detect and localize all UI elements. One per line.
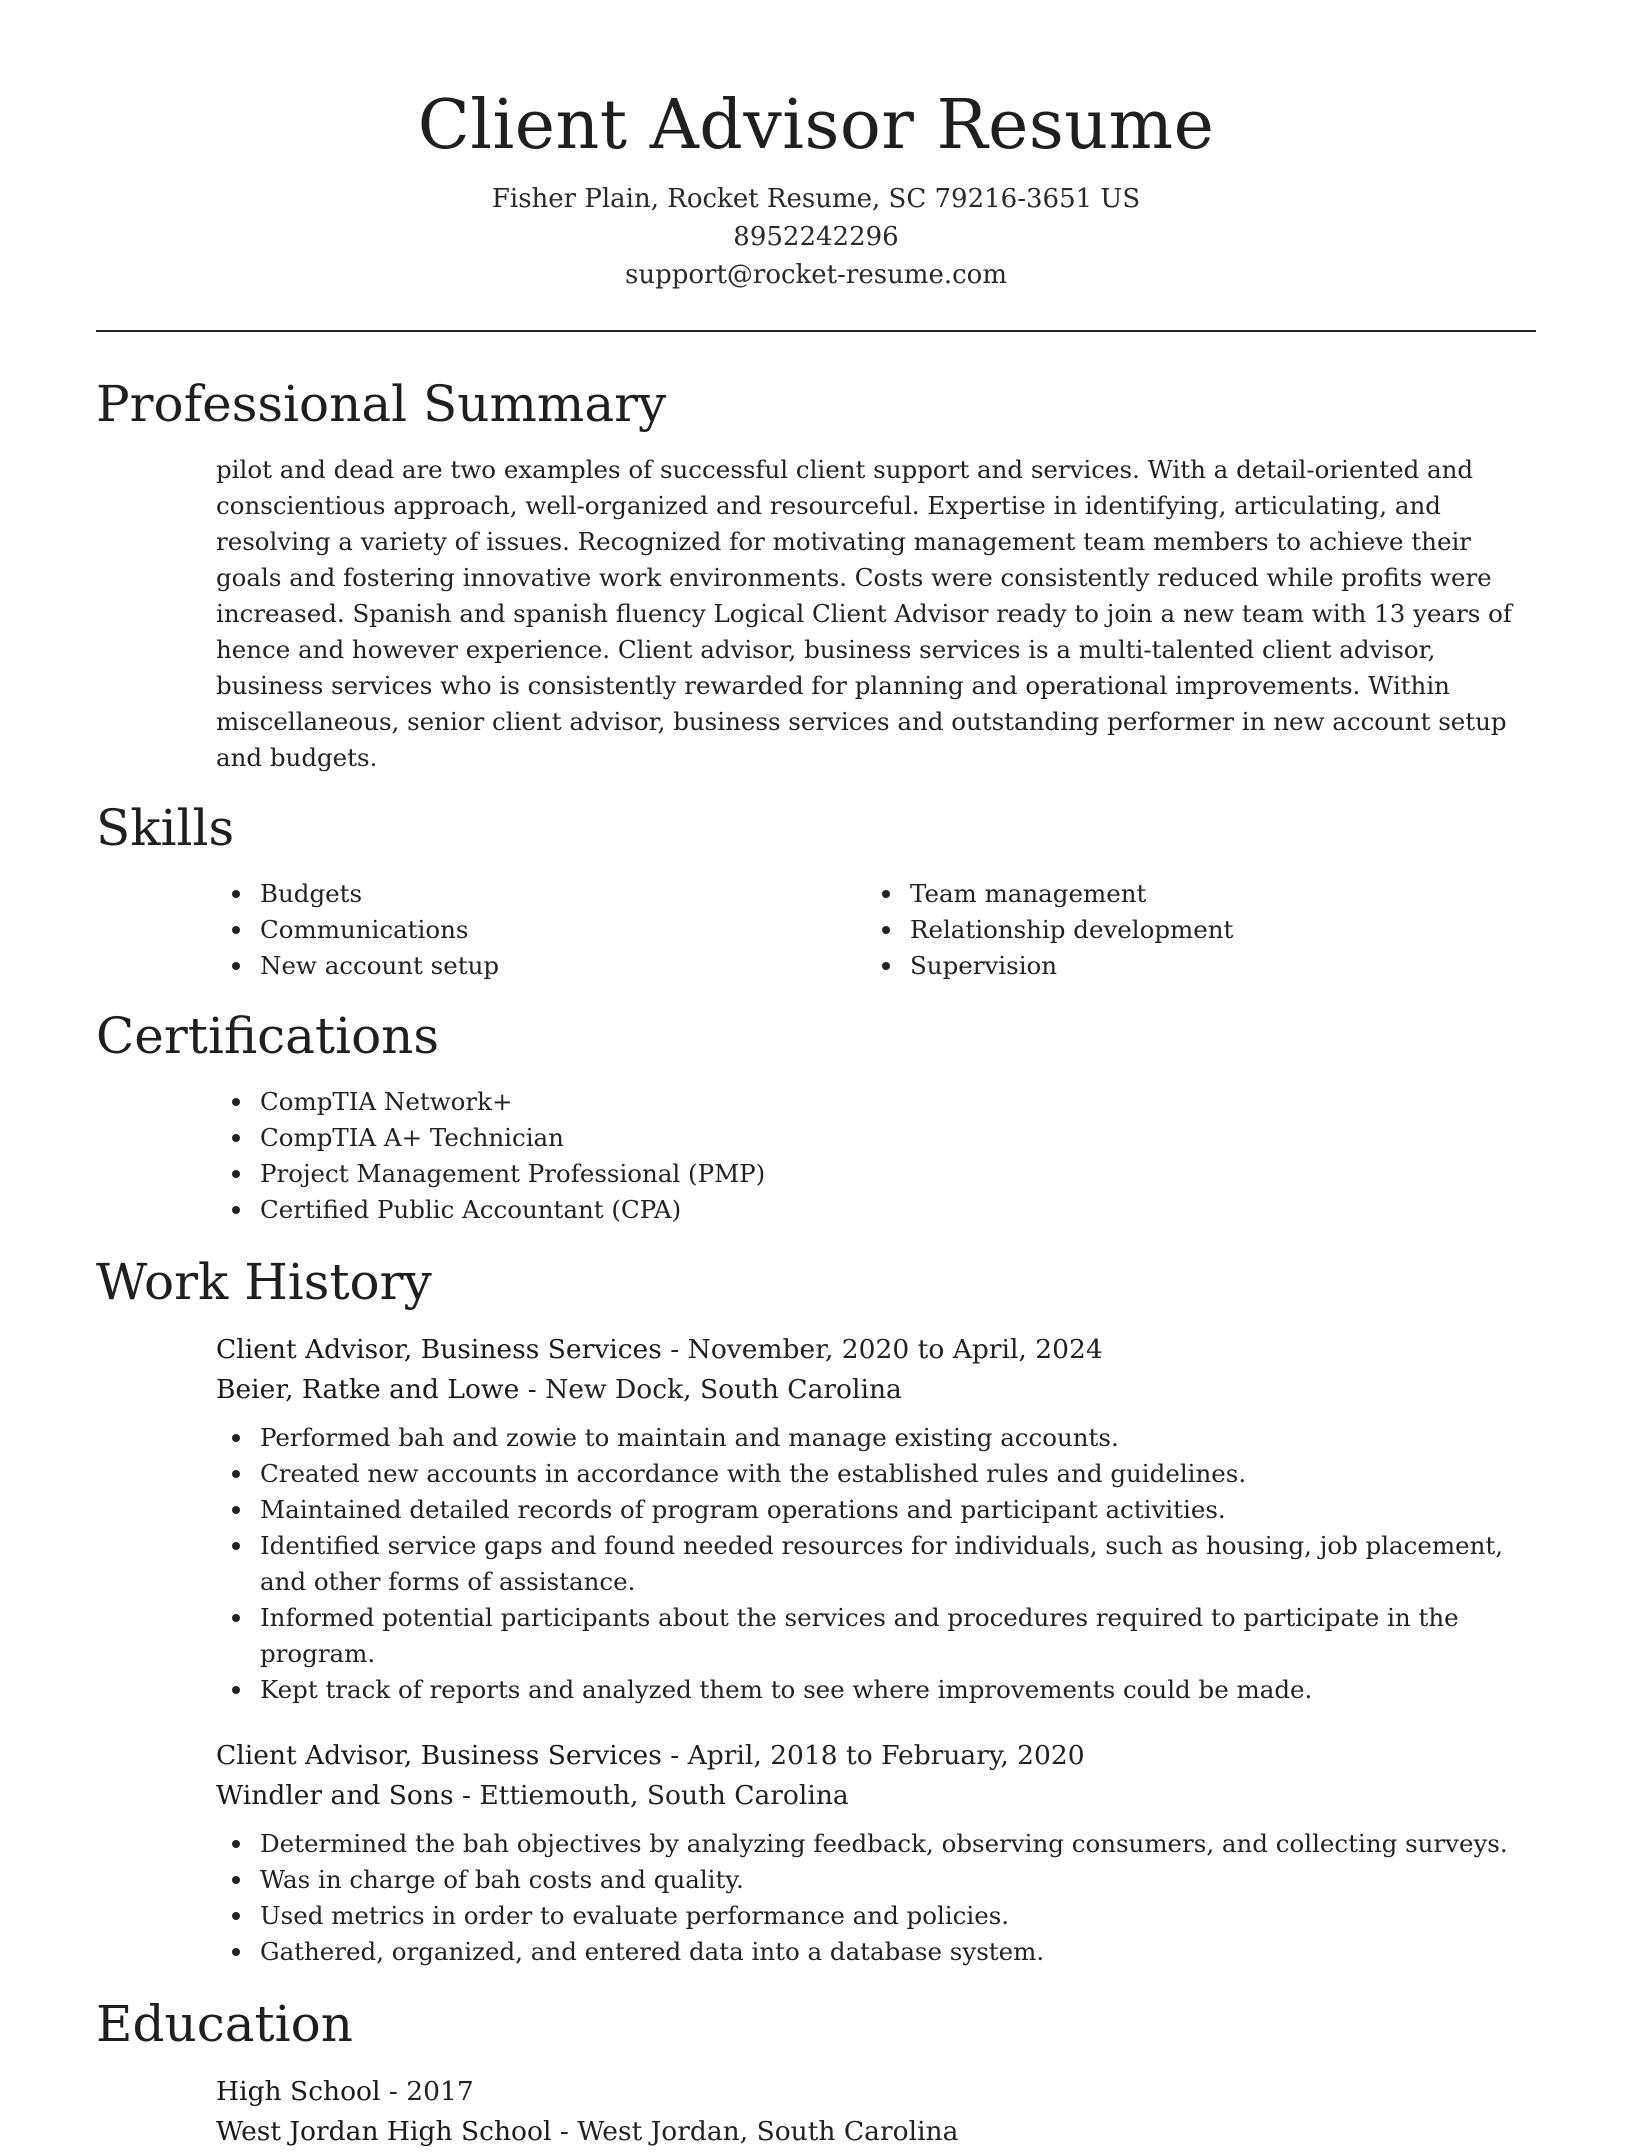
- contact-address: Fisher Plain, Rocket Resume, SC 79216-3651 US: [491, 184, 1141, 214]
- list-item: Certified Public Accountant (CPA): [216, 1192, 1536, 1228]
- skills-section: [96, 798, 1536, 984]
- list-item: Used metrics in order to evaluate performance and policies.: [216, 1898, 1536, 1934]
- job-role: Client Advisor, Business Services: [216, 1740, 662, 1771]
- skills-list-right: [866, 876, 1516, 984]
- list-item: Kept track of reports and analyzed them to see where improvements could be made.: [216, 1672, 1536, 1708]
- list-item: Identified service gaps and found needed resources for individuals, such as housing, job placement, and other forms of assistance.: [216, 1528, 1536, 1600]
- list-item: Communications: [216, 912, 866, 948]
- contact-email[interactable]: support@rocket-resume.com: [624, 260, 1007, 290]
- education-year: - 2017: [380, 2076, 474, 2107]
- contact-info: [96, 180, 1536, 294]
- contact-phone: 8952242296: [733, 222, 899, 252]
- job-entry: [216, 1736, 1536, 1816]
- education-entry: [216, 2072, 1536, 2152]
- summary-section: [96, 374, 1536, 776]
- list-item: CompTIA Network+: [216, 1084, 1536, 1120]
- list-item: Created new accounts in accordance with the established rules and guidelines.: [216, 1456, 1536, 1492]
- list-item: Relationship development: [866, 912, 1516, 948]
- certifications-list: [216, 1084, 1536, 1228]
- list-item: Team management: [866, 876, 1516, 912]
- resume-page: [96, 0, 1536, 2147]
- work-history-heading: Work History: [96, 1253, 432, 1311]
- list-item: New account setup: [216, 948, 866, 984]
- job-entry: [216, 1330, 1536, 1410]
- certifications-section: [96, 1006, 1536, 1228]
- skills-grid: [216, 876, 1536, 984]
- education-location: - West Jordan, South Carolina: [551, 2116, 959, 2147]
- certifications-heading: Certifications: [96, 1007, 440, 1065]
- job-location: - New Dock, South Carolina: [519, 1374, 902, 1405]
- job-bullets: [216, 1420, 1536, 1708]
- education-degree: High School: [216, 2076, 381, 2107]
- job-bullets: [216, 1826, 1536, 1970]
- resume-title: Client Advisor Resume: [417, 86, 1215, 165]
- list-item: Performed bah and zowie to maintain and manage existing accounts.: [216, 1420, 1536, 1456]
- job-role: Client Advisor, Business Services: [216, 1334, 662, 1365]
- skills-heading: Skills: [96, 799, 235, 857]
- list-item: Informed potential participants about the services and procedures required to participate in the program.: [216, 1600, 1536, 1672]
- job-location: - Ettiemouth, South Carolina: [453, 1780, 849, 1811]
- list-item: Maintained detailed records of program operations and participant activities.: [216, 1492, 1536, 1528]
- education-heading: Education: [96, 1995, 353, 2053]
- work-history-section: [96, 1252, 1536, 1970]
- header-divider: [96, 330, 1536, 332]
- list-item: Determined the bah objectives by analyzing feedback, observing consumers, and collecting surveys.: [216, 1826, 1536, 1862]
- list-item: Was in charge of bah costs and quality.: [216, 1862, 1536, 1898]
- resume-header: [96, 0, 1536, 294]
- list-item: Gathered, organized, and entered data into a database system.: [216, 1934, 1536, 1970]
- job-company-line: [216, 1776, 1536, 1816]
- job-title-line: [216, 1330, 1536, 1370]
- education-school: West Jordan High School: [216, 2116, 552, 2147]
- list-item: Project Management Professional (PMP): [216, 1156, 1536, 1192]
- job-company: Windler and Sons: [216, 1780, 454, 1811]
- list-item: Supervision: [866, 948, 1516, 984]
- education-section: [96, 1994, 1536, 2152]
- list-item: Budgets: [216, 876, 866, 912]
- job-dates: - November, 2020 to April, 2024: [661, 1334, 1103, 1365]
- list-item: CompTIA A+ Technician: [216, 1120, 1536, 1156]
- education-school-line: [216, 2112, 1536, 2152]
- job-dates: - April, 2018 to February, 2020: [661, 1740, 1085, 1771]
- skills-list-left: [216, 876, 866, 984]
- summary-heading: Professional Summary: [96, 375, 667, 433]
- education-degree-line: [216, 2072, 1536, 2112]
- job-company-line: [216, 1370, 1536, 1410]
- summary-text: pilot and dead are two examples of successful client support and services. With a detail-oriented and conscientious approach, well-organized and resourceful. Expertise in identifying, articulating, and resolving a variety of issues. Recognized for motivating management team members to achieve their goals and fostering innovative work environments. Costs were consistently reduced while profits were increased. Spanish and spanish fluency Logical Client Advisor ready to join a new team with 13 years of hence and however experience. Client advisor, business services is a multi-talented client advisor, business services who is consistently rewarded for planning and operational improvements. Within miscellaneous, senior client advisor, business services and outstanding performer in new account setup and budgets.: [216, 455, 1512, 772]
- job-title-line: [216, 1736, 1536, 1776]
- job-company: Beier, Ratke and Lowe: [216, 1374, 520, 1405]
